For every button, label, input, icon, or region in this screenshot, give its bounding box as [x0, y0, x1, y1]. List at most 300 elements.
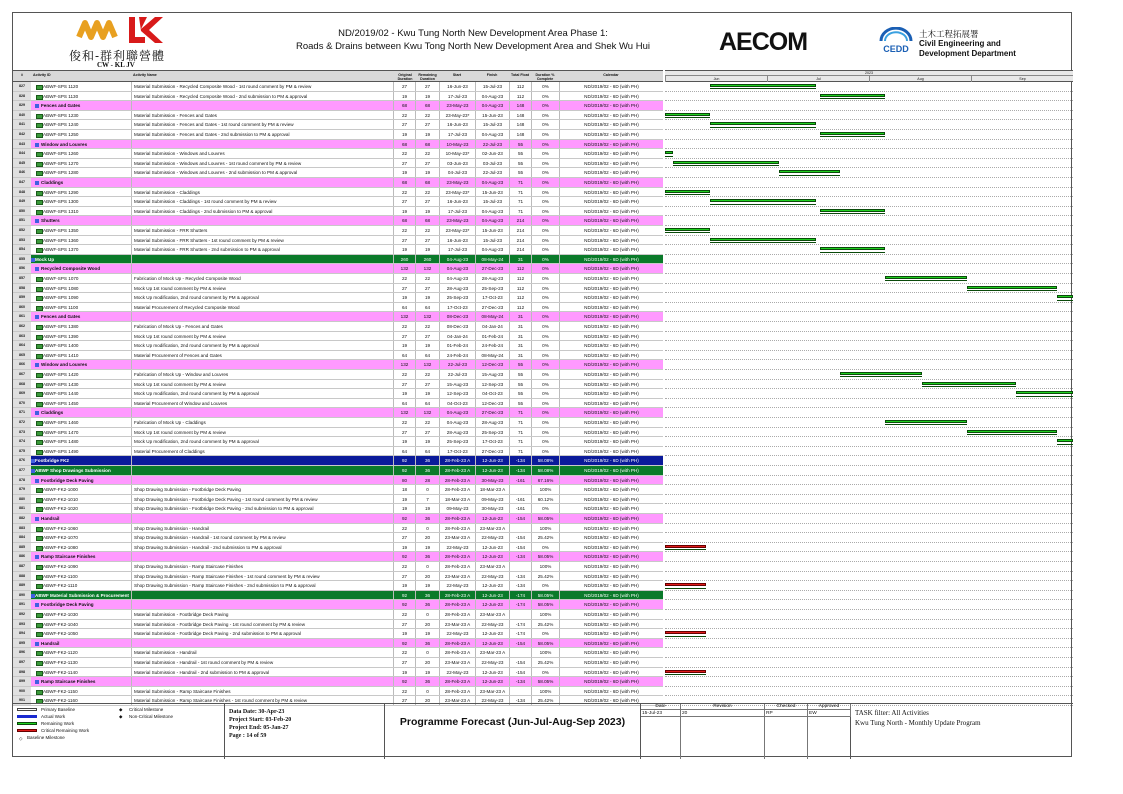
cell-n: 854: [13, 245, 31, 255]
cell-n: 851: [13, 216, 31, 226]
table-row[interactable]: [13, 303, 663, 313]
wbs-group-row[interactable]: [13, 264, 663, 274]
cell-fi: 04-Oct-23: [475, 389, 509, 399]
cell-id: ABWF-FK2-1090: [31, 562, 131, 572]
gantt-remaining-bar[interactable]: [710, 238, 816, 241]
gantt-remaining-bar[interactable]: [673, 161, 779, 164]
table-row[interactable]: [13, 274, 663, 284]
cell-cal: ND/2019/02 - 6D (with PH): [559, 303, 663, 313]
gantt-gridline: [665, 148, 1073, 149]
gantt-gridline: [665, 599, 1073, 600]
cell-pc: 0%: [531, 504, 559, 514]
wbs-group-row[interactable]: [13, 552, 663, 562]
cell-name: Shop Drawing Submission - Footbridge Deck Paving - 1st round comment by PM & review: [131, 495, 393, 505]
cell-rd: 22: [415, 111, 439, 121]
gantt-remaining-bar[interactable]: [665, 190, 710, 193]
table-row[interactable]: [13, 648, 663, 658]
gantt-remaining-bar[interactable]: [1057, 295, 1073, 298]
cell-od: 22: [393, 370, 415, 380]
cell-cal: ND/2019/02 - 6D (with PH): [559, 543, 663, 553]
cell-cal: ND/2019/02 - 6D (with PH): [559, 312, 663, 322]
gantt-remaining-bar[interactable]: [1057, 439, 1073, 442]
gantt-gridline: [665, 609, 1073, 610]
table-row[interactable]: [13, 168, 663, 178]
cell-name: Material Submission - FRR Shutters - 2nd submission to PM & approval: [131, 245, 393, 255]
cell-tf: -134: [509, 572, 531, 582]
cell-od: 27: [393, 572, 415, 582]
wbs-group-row[interactable]: [13, 178, 663, 188]
cell-tf: 148: [509, 120, 531, 130]
cell-rd: 27: [415, 82, 439, 92]
table-row[interactable]: [13, 92, 663, 102]
wbs-group-row[interactable]: [13, 514, 663, 524]
table-row[interactable]: [13, 399, 663, 409]
gantt-gridline: [665, 187, 1073, 188]
table-row[interactable]: [13, 284, 663, 294]
gantt-gridline: [665, 427, 1073, 428]
table-row[interactable]: [13, 447, 663, 457]
gantt-remaining-bar[interactable]: [885, 420, 967, 423]
cell-n: 844: [13, 149, 31, 159]
table-row[interactable]: [13, 389, 663, 399]
cell-tf: -154: [509, 668, 531, 678]
cell-name: Fabrication of Mock Up - Fences and Gates: [131, 322, 393, 332]
cell-st: 28-Aug-23: [439, 428, 475, 438]
cell-od: 22: [393, 149, 415, 159]
wbs-group-row[interactable]: [13, 312, 663, 322]
gantt-remaining-bar[interactable]: [885, 276, 967, 279]
table-row[interactable]: [13, 351, 663, 361]
cell-name: Material Submission - Ramp Staircase Finishes - 1st round comment by PM & review: [131, 696, 393, 706]
table-row[interactable]: [13, 380, 663, 390]
cell-rd: 19: [415, 629, 439, 639]
cedd-line-1: Civil Engineering and: [919, 39, 1001, 48]
gantt-gridline: [665, 292, 1073, 293]
cell-cal: ND/2019/02 - 6D (with PH): [559, 178, 663, 188]
gantt-remaining-bar[interactable]: [820, 209, 885, 212]
gantt-remaining-bar[interactable]: [665, 113, 710, 116]
cell-name: Material Submission - Claddings - 2nd submission to PM & approval: [131, 207, 393, 217]
cell-od: 27: [393, 120, 415, 130]
cell-st: 17-Oct-23: [439, 303, 475, 313]
cell-fi: 23-Mar-23 A: [475, 687, 509, 697]
table-row[interactable]: [13, 504, 663, 514]
cell-name: Material Submission - Footbridge Deck Paving - 1st round comment by PM & review: [131, 620, 393, 630]
table-row[interactable]: [13, 188, 663, 198]
project-start: Project Start: 03-Feb-20: [229, 717, 292, 723]
cell-rd: 27: [415, 380, 439, 390]
cell-name: Shop Drawing Submission - Footbridge Deck Paving - 2nd submission to PM & approval: [131, 504, 393, 514]
rev-value: 15-Jul-23: [641, 710, 681, 717]
cell-cal: ND/2019/02 - 6D (with PH): [559, 341, 663, 351]
cell-tf: 112: [509, 92, 531, 102]
cell-name: Material Procurement of Fences and Gates: [131, 351, 393, 361]
cell-rd: 0: [415, 687, 439, 697]
cell-id: ABWF-SPS 1490: [31, 447, 131, 457]
cell-tf: -154: [509, 658, 531, 668]
cell-tf: 214: [509, 236, 531, 246]
cell-fi: 12-Jun-23: [475, 629, 509, 639]
cell-fi: 22-May-23: [475, 696, 509, 706]
table-row[interactable]: [13, 159, 663, 169]
critical-milestone-icon: ◆: [119, 707, 123, 712]
forecast-title: Programme Forecast (Jun-Jul-Aug-Sep 2023): [385, 704, 641, 759]
gantt-gridline: [665, 667, 1073, 668]
table-row[interactable]: [13, 524, 663, 534]
gantt-gridline: [665, 235, 1073, 236]
table-row[interactable]: [13, 120, 663, 130]
cell-n: 892: [13, 610, 31, 620]
cell-id: ABWF-SPS 1470: [31, 428, 131, 438]
cell-cal: ND/2019/02 - 6D (with PH): [559, 447, 663, 457]
cell-n: 888: [13, 572, 31, 582]
cell-st: 08-Dec-23: [439, 312, 475, 322]
cell-pc: 0%: [531, 216, 559, 226]
table-row[interactable]: [13, 341, 663, 351]
cell-pc: 0%: [531, 207, 559, 217]
cell-n: 842: [13, 130, 31, 140]
gantt-critical-bar[interactable]: [665, 631, 706, 634]
cell-id: ABWF-SPS 1270: [31, 159, 131, 169]
task-filter: TASK filter: All Activities: [855, 709, 929, 717]
cell-rd: 27: [415, 332, 439, 342]
cell-rd: 64: [415, 351, 439, 361]
gantt-gridline: [665, 657, 1073, 658]
cell-rd: 19: [415, 389, 439, 399]
cell-name: Shop Drawing Submission - Ramp Staircase Finishes - 1st round comment by PM & review: [131, 572, 393, 582]
wbs-group-row[interactable]: [13, 360, 663, 370]
cell-n: 871: [13, 408, 31, 418]
gantt-remaining-bar[interactable]: [820, 247, 885, 250]
table-row[interactable]: [13, 581, 663, 591]
cell-od: 22: [393, 687, 415, 697]
table-row[interactable]: [13, 428, 663, 438]
cell-rd: 19: [415, 437, 439, 447]
cell-rd: 36: [415, 677, 439, 687]
gantt-remaining-bar[interactable]: [710, 199, 816, 202]
table-row[interactable]: [13, 236, 663, 246]
cell-rd: 19: [415, 207, 439, 217]
col-header-start[interactable]: Start: [452, 73, 462, 77]
cell-fi: 22-Jul-23: [475, 140, 509, 150]
table-row[interactable]: [13, 629, 663, 639]
cell-tf: 112: [509, 303, 531, 313]
col-header-num[interactable]: #: [21, 73, 23, 77]
wbs-group-row[interactable]: [13, 456, 663, 466]
timescale-month: Jun: [665, 76, 767, 82]
col-header-finish[interactable]: Finish: [486, 73, 498, 77]
cell-od: 64: [393, 399, 415, 409]
cell-tf: -174: [509, 620, 531, 630]
table-row[interactable]: [13, 572, 663, 582]
table-row[interactable]: [13, 207, 663, 217]
gantt-remaining-bar[interactable]: [710, 122, 816, 125]
gantt-gridline: [665, 494, 1073, 495]
cell-od: 27: [393, 533, 415, 543]
col-header-name[interactable]: Activity Name: [133, 73, 157, 77]
table-row[interactable]: [13, 293, 663, 303]
cell-id: ABWF-SPS 1280: [31, 168, 131, 178]
cell-id: ABWF-SPS 1130: [31, 92, 131, 102]
table-row[interactable]: [13, 130, 663, 140]
cell-st: 28-Feb-23 A: [439, 456, 475, 466]
cell-name: Material Submission - Fences and Gates - 2nd submission to PM & approval: [131, 130, 393, 140]
col-header-tf[interactable]: Total Float: [511, 73, 529, 77]
cell-name: Material Submission - Handrail - 1st round comment by PM & review: [131, 658, 393, 668]
cell-od: 64: [393, 447, 415, 457]
cell-fi: 12-Jun-23: [475, 552, 509, 562]
cell-tf: -154: [509, 543, 531, 553]
cell-rd: 19: [415, 504, 439, 514]
wbs-group-row[interactable]: [13, 408, 663, 418]
cell-st: 28-Feb-23 A: [439, 485, 475, 495]
cell-cal: ND/2019/02 - 6D (with PH): [559, 92, 663, 102]
cell-cal: ND/2019/02 - 6D (with PH): [559, 610, 663, 620]
table-row[interactable]: [13, 543, 663, 553]
cell-pc: 0%: [531, 159, 559, 169]
gantt-remaining-bar[interactable]: [820, 94, 885, 97]
cell-od: 22: [393, 111, 415, 121]
col-header-rd[interactable]: Remaining Duration: [418, 73, 437, 81]
gantt-gridline: [665, 590, 1073, 591]
cell-od: 27: [393, 82, 415, 92]
col-header-od[interactable]: Original Duration: [397, 73, 413, 81]
cell-id: ABWF-FK2-1150: [31, 687, 131, 697]
gantt-remaining-bar[interactable]: [665, 228, 710, 231]
cell-n: 867: [13, 370, 31, 380]
cell-st: 16-Jun-23: [439, 82, 475, 92]
gantt-remaining-bar[interactable]: [840, 372, 922, 375]
cell-pc: 0%: [531, 399, 559, 409]
cell-od: 132: [393, 408, 415, 418]
cell-fi: 08-May-24: [475, 312, 509, 322]
cell-n: 899: [13, 677, 31, 687]
cell-pc: 0%: [531, 408, 559, 418]
cell-tf: 71: [509, 207, 531, 217]
gantt-gridline: [665, 676, 1073, 677]
cell-od: 92: [393, 466, 415, 476]
remaining-swatch: [17, 722, 37, 725]
cell-od: 19: [393, 245, 415, 255]
cell-n: 861: [13, 312, 31, 322]
wbs-group-row[interactable]: [13, 476, 663, 486]
table-row[interactable]: [13, 82, 663, 92]
cell-od: 27: [393, 197, 415, 207]
gantt-gridline: [665, 254, 1073, 255]
cell-id: ABWF-SPS 1230: [31, 111, 131, 121]
gantt-gridline: [665, 177, 1073, 178]
cell-od: 132: [393, 312, 415, 322]
cell-fi: 04-Aug-23: [475, 101, 509, 111]
gantt-gridline: [665, 542, 1073, 543]
rev-header: Checked: [765, 704, 808, 710]
cell-od: 19: [393, 543, 415, 553]
cedd-emblem-icon: [875, 27, 917, 55]
cell-od: 19: [393, 168, 415, 178]
table-row[interactable]: [13, 610, 663, 620]
gantt-remaining-bar[interactable]: [967, 430, 1057, 433]
wbs-group-row[interactable]: [13, 639, 663, 649]
table-row[interactable]: [13, 111, 663, 121]
cell-name: Mock Up modification, 2nd round comment by PM & approval: [131, 437, 393, 447]
table-row[interactable]: [13, 226, 663, 236]
cell-cal: ND/2019/02 - 6D (with PH): [559, 168, 663, 178]
cell-od: 68: [393, 101, 415, 111]
project-end: Project End: 05-Jan-27: [229, 725, 289, 731]
gantt-remaining-bar[interactable]: [665, 151, 673, 154]
cell-n: 865: [13, 351, 31, 361]
gantt-gridline: [665, 455, 1073, 456]
cell-fi: 02-Jun-23: [475, 149, 509, 159]
gantt-gridline: [665, 398, 1073, 399]
cell-id: ABWF-SPS 1120: [31, 82, 131, 92]
wbs-group-row[interactable]: [13, 600, 663, 610]
cell-rd: 27: [415, 236, 439, 246]
cell-cal: ND/2019/02 - 6D (with PH): [559, 581, 663, 591]
cell-rd: 19: [415, 581, 439, 591]
cell-n: 897: [13, 658, 31, 668]
cell-fi: 08-May-24: [475, 351, 509, 361]
table-row[interactable]: [13, 149, 663, 159]
table-row[interactable]: [13, 658, 663, 668]
gantt-remaining-bar[interactable]: [1016, 391, 1073, 394]
table-row[interactable]: [13, 245, 663, 255]
cell-pc: 0%: [531, 274, 559, 284]
cell-od: 22: [393, 562, 415, 572]
cell-cal: ND/2019/02 - 6D (with PH): [559, 197, 663, 207]
cell-name: Fabrication of Mock Up - Claddings: [131, 418, 393, 428]
cell-id: Claddings: [31, 178, 231, 188]
gantt-critical-bar[interactable]: [665, 583, 706, 586]
table-row[interactable]: [13, 322, 663, 332]
cell-st: 23-Mar-23 A: [439, 696, 475, 706]
legend-label: Non-Critical Milestone: [129, 714, 174, 719]
cell-n: 883: [13, 524, 31, 534]
cell-od: 22: [393, 188, 415, 198]
cell-pc: 0%: [531, 149, 559, 159]
cell-tf: -134: [509, 466, 531, 476]
gantt-remaining-bar[interactable]: [967, 286, 1057, 289]
cell-fi: 22-May-23: [475, 620, 509, 630]
cell-tf: 71: [509, 408, 531, 418]
page-number: Page : 14 of 59: [229, 733, 267, 739]
cell-tf: 214: [509, 245, 531, 255]
gantt-critical-bar[interactable]: [665, 670, 706, 673]
col-header-pc[interactable]: Duration % Complete: [535, 73, 555, 81]
table-row[interactable]: [13, 485, 663, 495]
col-header-id[interactable]: Activity ID: [33, 73, 51, 77]
gantt-remaining-bar[interactable]: [922, 382, 1016, 385]
gantt-gridline: [665, 369, 1073, 370]
cell-rd: 19: [415, 130, 439, 140]
cell-od: 132: [393, 264, 415, 274]
cell-id: Handrail: [31, 639, 231, 649]
cell-cal: ND/2019/02 - 6D (with PH): [559, 120, 663, 130]
col-header-cal[interactable]: Calendar: [603, 73, 619, 77]
cell-od: 22: [393, 226, 415, 236]
gantt-critical-bar[interactable]: [665, 545, 706, 548]
table-row[interactable]: [13, 620, 663, 630]
gantt-gridline: [665, 215, 1073, 216]
cell-name: Material Procurement of Claddings: [131, 447, 393, 457]
cell-st: 04-Jan-24: [439, 332, 475, 342]
cell-pc: 0%: [531, 668, 559, 678]
table-row[interactable]: [13, 562, 663, 572]
cell-pc: 0%: [531, 581, 559, 591]
wbs-group-row[interactable]: [13, 140, 663, 150]
cell-fi: 22-Jul-23: [475, 168, 509, 178]
table-row[interactable]: [13, 437, 663, 447]
wbs-group-row[interactable]: [13, 216, 663, 226]
cell-id: ABWF-FK2-1130: [31, 658, 131, 668]
cell-st: 23-Mar-23 A: [439, 533, 475, 543]
table-row[interactable]: [13, 418, 663, 428]
cell-od: 92: [393, 552, 415, 562]
gantt-remaining-bar[interactable]: [779, 170, 840, 173]
table-row[interactable]: [13, 533, 663, 543]
table-row[interactable]: [13, 495, 663, 505]
wbs-group-row[interactable]: [13, 255, 663, 265]
wbs-group-row[interactable]: [13, 101, 663, 111]
gantt-gridline: [665, 350, 1073, 351]
cell-fi: 28-Aug-23: [475, 418, 509, 428]
gantt-gridline: [665, 273, 1073, 274]
cell-rd: 132: [415, 408, 439, 418]
gantt-gridline: [665, 532, 1073, 533]
cell-n: 828: [13, 92, 31, 102]
cell-fi: 23-Mar-23 A: [475, 648, 509, 658]
cell-cal: ND/2019/02 - 6D (with PH): [559, 399, 663, 409]
cell-n: 895: [13, 639, 31, 649]
cell-tf: 55: [509, 140, 531, 150]
gantt-gridline: [665, 523, 1073, 524]
cell-n: 841: [13, 120, 31, 130]
baseline-milestone-icon: ◇: [19, 736, 23, 741]
gantt-gridline: [665, 321, 1073, 322]
cell-cal: ND/2019/02 - 6D (with PH): [559, 466, 663, 476]
cell-od: 92: [393, 456, 415, 466]
cell-n: 891: [13, 600, 31, 610]
wbs-group-row[interactable]: [13, 591, 663, 601]
cell-pc: 0%: [531, 312, 559, 322]
cell-rd: 19: [415, 168, 439, 178]
cell-n: 858: [13, 284, 31, 294]
table-row[interactable]: [13, 197, 663, 207]
cell-pc: 0%: [531, 428, 559, 438]
cell-st: 23-May-23*: [439, 188, 475, 198]
cell-cal: ND/2019/02 - 6D (with PH): [559, 648, 663, 658]
cell-n: 866: [13, 360, 31, 370]
cell-pc: 0%: [531, 284, 559, 294]
cell-n: 886: [13, 552, 31, 562]
gantt-gridline: [665, 484, 1073, 485]
wbs-group-row[interactable]: [13, 677, 663, 687]
cell-id: ABWF-SPS 1430: [31, 380, 131, 390]
cell-id: ABWF-SPS 1460: [31, 418, 131, 428]
gantt-gridline: [665, 407, 1073, 408]
cell-name: Mock Up modification, 2nd round comment by PM & approval: [131, 341, 393, 351]
gantt-remaining-bar[interactable]: [820, 132, 885, 135]
gantt-gridline: [665, 379, 1073, 380]
table-row[interactable]: [13, 332, 663, 342]
wbs-group-row[interactable]: [13, 466, 663, 476]
cell-fi: 15-Jul-23: [475, 82, 509, 92]
jv-logo-icon: [75, 15, 163, 45]
table-row[interactable]: [13, 370, 663, 380]
table-row[interactable]: [13, 668, 663, 678]
gantt-remaining-bar[interactable]: [710, 84, 816, 87]
table-row[interactable]: [13, 687, 663, 697]
